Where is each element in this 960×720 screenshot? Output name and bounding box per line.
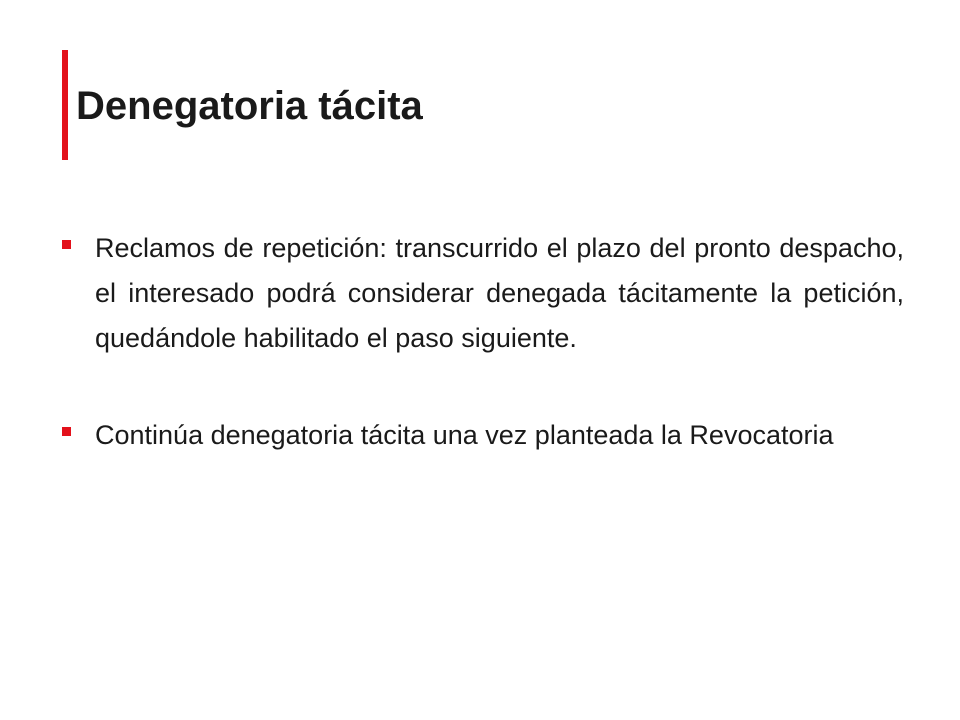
title-accent-bar [62, 50, 68, 160]
bullet-text: Continúa denegatoria tácita una vez planteada la Revocatoria [95, 420, 834, 450]
square-bullet-icon [62, 427, 71, 436]
bullet-text: Reclamos de repetición: transcurrido el plazo del pronto despacho, el interesado podrá considerar denegada tácitamente la petición, quedándole habilitado el paso siguiente. [95, 233, 904, 353]
square-bullet-icon [62, 240, 71, 249]
bullet-list [60, 226, 904, 510]
bullet-item [60, 413, 904, 458]
bullet-item [60, 226, 904, 361]
slide-title: Denegatoria tácita [76, 84, 423, 128]
